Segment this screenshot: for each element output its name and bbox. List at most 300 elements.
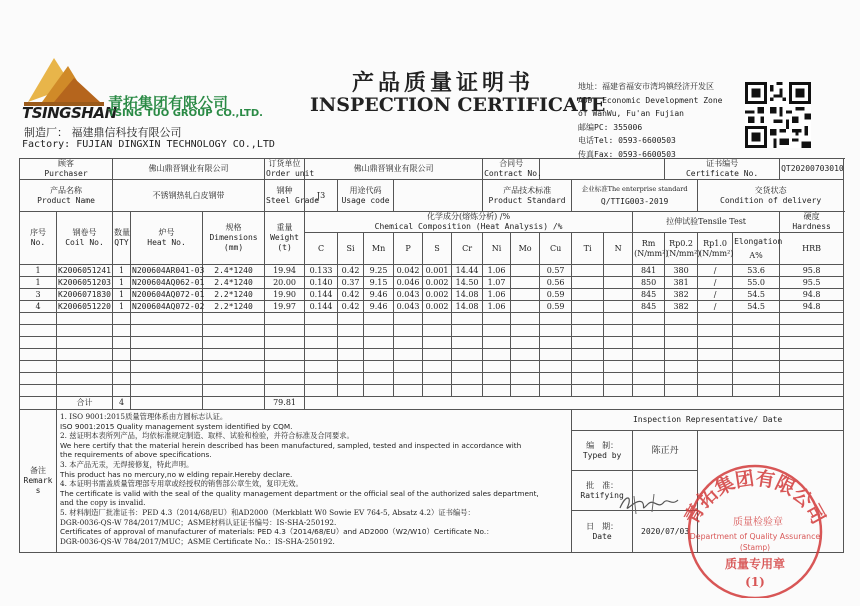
col-dimensions bbox=[203, 212, 265, 265]
cell-s bbox=[423, 361, 452, 373]
typed-by-label-en: Typed by bbox=[582, 450, 622, 460]
cell-cu bbox=[540, 361, 572, 373]
certificate-label bbox=[665, 159, 780, 180]
cell-ni: 1.06 bbox=[483, 301, 511, 313]
col-heat-cn: 炉号 bbox=[158, 228, 175, 237]
stamp-line3: (Stamp) bbox=[739, 543, 771, 552]
product-standard-value-1: 企业标准The enterprise standard bbox=[581, 185, 688, 193]
contract-value bbox=[540, 159, 665, 180]
cell-mn bbox=[364, 385, 394, 397]
cell-rm bbox=[633, 313, 665, 325]
cell-rm bbox=[633, 361, 665, 373]
cell-coil bbox=[57, 361, 113, 373]
remarks-label-en: Remark s bbox=[23, 476, 53, 495]
cell-n bbox=[604, 301, 633, 313]
cell-coil bbox=[57, 373, 113, 385]
remark-line: 4. 本证明书需盖质量管理部专用章或经授权的销售部公章生效，复印无效。 bbox=[60, 479, 303, 489]
col-coil-cn: 钢卷号 bbox=[72, 228, 97, 237]
cell-n bbox=[604, 373, 633, 385]
cell-coil bbox=[57, 325, 113, 337]
cell-qty bbox=[113, 349, 131, 361]
cell-hrb bbox=[780, 361, 844, 373]
cell-cr: 14.44 bbox=[452, 265, 483, 277]
cell-rp02: 382 bbox=[665, 289, 698, 301]
cell-rm bbox=[633, 373, 665, 385]
col-rm-label: Rm bbox=[641, 238, 656, 248]
cell-cu bbox=[540, 373, 572, 385]
cell-c: 0.144 bbox=[305, 289, 338, 301]
stamp-num: (1) bbox=[745, 575, 765, 589]
cell-s: 0.002 bbox=[423, 301, 452, 313]
cell-mo bbox=[511, 373, 540, 385]
steel-grade-label bbox=[265, 180, 320, 212]
cell-mn bbox=[364, 361, 394, 373]
empty-row bbox=[20, 373, 844, 385]
cell-rp02 bbox=[665, 313, 698, 325]
cell-qty bbox=[113, 385, 131, 397]
cell-hrb: 94.8 bbox=[780, 301, 844, 313]
stamp-area bbox=[698, 431, 844, 553]
purchaser-value: 佛山鼎晋钢业有限公司 bbox=[113, 159, 265, 180]
empty-row bbox=[20, 313, 844, 325]
cell-s: 0.002 bbox=[423, 277, 452, 289]
header-row-product bbox=[20, 180, 844, 212]
cell-weight bbox=[265, 337, 305, 349]
cell-qty: 1 bbox=[113, 277, 131, 289]
cell-c bbox=[305, 349, 338, 361]
col-coil bbox=[57, 212, 113, 265]
order-unit-value: 佛山鼎晋钢业有限公司 bbox=[305, 159, 483, 180]
col-no-en: No. bbox=[30, 238, 46, 247]
cell-mo bbox=[511, 385, 540, 397]
cell-rp10 bbox=[698, 373, 733, 385]
cell-ti bbox=[572, 277, 604, 289]
cell-cr bbox=[452, 313, 483, 325]
certificate-label-cn: 证书编号 bbox=[706, 159, 739, 168]
cell-si: 0.42 bbox=[338, 289, 364, 301]
col-dimensions-en: Dimensions bbox=[209, 233, 258, 242]
remark-line: This product has no mercury,no w elding repair.Hereby declare. bbox=[60, 469, 293, 479]
cell-ti bbox=[572, 385, 604, 397]
cell-p bbox=[394, 325, 423, 337]
purchaser-label bbox=[20, 159, 113, 180]
col-weight bbox=[265, 212, 305, 265]
cell-coil bbox=[57, 349, 113, 361]
cell-qty bbox=[113, 373, 131, 385]
brand-name-cn: 青拓集团有限公司 bbox=[108, 94, 229, 112]
cell-rp10 bbox=[698, 349, 733, 361]
total-row-rest bbox=[305, 397, 844, 410]
cell-elong bbox=[733, 385, 780, 397]
cell-no: 3 bbox=[20, 289, 57, 301]
cell-mn: 9.46 bbox=[364, 301, 394, 313]
address-block bbox=[578, 80, 723, 161]
cell-cu: 0.57 bbox=[540, 265, 572, 277]
cell-p: 0.046 bbox=[394, 277, 423, 289]
cell-heat bbox=[131, 361, 203, 373]
cell-dim bbox=[203, 337, 265, 349]
cell-n bbox=[604, 361, 633, 373]
certificate-value: QT20200703010 bbox=[780, 159, 844, 180]
total-heat-blank bbox=[131, 397, 203, 410]
cell-mo bbox=[511, 265, 540, 277]
address-postcode: 邮编PC: 355006 bbox=[578, 122, 643, 132]
product-standard-label-en: Product Standard bbox=[488, 195, 566, 205]
cell-heat: N200604AQ062-01 bbox=[132, 277, 205, 287]
inspection-rep-label: Inspection Representative/ Date bbox=[572, 410, 844, 431]
total-dim-blank bbox=[203, 397, 265, 410]
cell-hrb: 95.8 bbox=[780, 265, 844, 277]
cell-ni: 1.07 bbox=[483, 277, 511, 289]
col-hardness-en: Hardness bbox=[792, 222, 831, 231]
cell-elong: 54.5 bbox=[733, 289, 780, 301]
certificate-label-en: Certificate No. bbox=[685, 169, 759, 178]
cell-mn bbox=[364, 325, 394, 337]
cell-weight bbox=[265, 373, 305, 385]
col-cu: Cu bbox=[540, 233, 572, 265]
table-row bbox=[20, 277, 844, 289]
cell-n bbox=[604, 349, 633, 361]
cell-ni bbox=[483, 385, 511, 397]
cell-rm bbox=[633, 349, 665, 361]
cell-ni: 1.06 bbox=[483, 265, 511, 277]
cell-s bbox=[423, 385, 452, 397]
steel-grade-label-cn: 钢种 bbox=[276, 185, 293, 195]
cell-cr bbox=[452, 361, 483, 373]
col-mn: Mn bbox=[364, 233, 394, 265]
table-row bbox=[20, 265, 844, 277]
cell-heat bbox=[131, 325, 203, 337]
product-standard-label-cn: 产品技术标准 bbox=[503, 185, 552, 195]
empty-row bbox=[20, 361, 844, 373]
cell-si bbox=[338, 385, 364, 397]
col-weight-unit: (t) bbox=[277, 243, 292, 252]
cell-c bbox=[305, 373, 338, 385]
cell-no bbox=[20, 361, 57, 373]
cell-hrb bbox=[780, 337, 844, 349]
cell-no bbox=[20, 385, 57, 397]
cell-dim: 2.4*1240 bbox=[203, 277, 265, 289]
total-label: 合计 bbox=[57, 397, 113, 410]
cell-elong bbox=[733, 361, 780, 373]
col-rp02-label: Rp0.2 bbox=[669, 238, 694, 248]
cell-coil: K2006051220 bbox=[58, 301, 111, 311]
signature-icon bbox=[614, 488, 684, 520]
cell-coil: K2006051203 bbox=[58, 277, 111, 287]
cell-elong bbox=[733, 313, 780, 325]
cell-ti bbox=[572, 349, 604, 361]
contract-label-cn: 合同号 bbox=[499, 159, 524, 168]
cell-cu bbox=[540, 313, 572, 325]
cell-mo bbox=[511, 337, 540, 349]
cell-hrb bbox=[780, 313, 844, 325]
cell-s: 0.001 bbox=[423, 265, 452, 277]
empty-row bbox=[20, 325, 844, 337]
cell-qty bbox=[113, 325, 131, 337]
cell-ni bbox=[483, 337, 511, 349]
remark-line: DGR-0036-QS-W 784/2017/MUC；ASME Certificate No.：IS-SHA-250192. bbox=[60, 536, 335, 546]
title-en: INSPECTION CERTIFICATE bbox=[310, 94, 606, 116]
cell-cr: 14.08 bbox=[452, 301, 483, 313]
manufacturer-label-cn: 制造厂： bbox=[24, 126, 68, 139]
ratify-label-en: Ratifying bbox=[580, 490, 624, 500]
cell-mo bbox=[511, 277, 540, 289]
typed-by-value: 陈正丹 bbox=[633, 431, 698, 471]
cell-heat bbox=[131, 385, 203, 397]
cell-weight bbox=[265, 313, 305, 325]
cell-ni bbox=[483, 349, 511, 361]
cell-qty: 1 bbox=[113, 289, 131, 301]
cell-rp02: 382 bbox=[665, 301, 698, 313]
cell-cu bbox=[540, 385, 572, 397]
cell-dim bbox=[203, 373, 265, 385]
cell-rp02 bbox=[665, 325, 698, 337]
certificate-table bbox=[19, 158, 844, 553]
remark-line: the requirements of above specifications. bbox=[60, 450, 212, 460]
cell-no bbox=[20, 313, 57, 325]
product-name-label-en: Product Name bbox=[37, 195, 95, 205]
col-ni: Ni bbox=[483, 233, 511, 265]
cell-p bbox=[394, 373, 423, 385]
cell-rp10 bbox=[698, 385, 733, 397]
header-row-purchaser bbox=[20, 159, 844, 180]
cell-no bbox=[20, 325, 57, 337]
cell-cu: 0.56 bbox=[540, 277, 572, 289]
cell-qty: 1 bbox=[113, 265, 131, 277]
ratify-label-cn: 批 准： bbox=[586, 480, 619, 490]
cell-rp10 bbox=[698, 313, 733, 325]
cell-elong bbox=[733, 325, 780, 337]
stamp-line2: Department of Quality Assurance bbox=[689, 532, 821, 541]
stamp-line4: 质量专用章 bbox=[724, 557, 786, 571]
cell-si bbox=[338, 349, 364, 361]
cell-mo bbox=[511, 361, 540, 373]
col-coil-en: Coil No. bbox=[65, 238, 104, 247]
cell-rp10: / bbox=[698, 277, 733, 289]
cell-p bbox=[394, 313, 423, 325]
cell-n bbox=[604, 337, 633, 349]
cell-p: 0.043 bbox=[394, 289, 423, 301]
cell-heat bbox=[131, 337, 203, 349]
cell-coil bbox=[57, 385, 113, 397]
col-heat-en: Heat No. bbox=[147, 238, 186, 247]
col-rm bbox=[633, 233, 669, 265]
cell-hrb bbox=[780, 373, 844, 385]
cell-heat bbox=[131, 313, 203, 325]
cell-si bbox=[338, 361, 364, 373]
col-qty bbox=[113, 212, 131, 265]
col-weight-en: Weight bbox=[270, 233, 299, 242]
typed-by-label bbox=[572, 431, 633, 471]
cell-elong: 55.0 bbox=[733, 277, 780, 289]
col-si: Si bbox=[338, 233, 364, 265]
purchaser-label-en: Purchaser bbox=[44, 169, 88, 178]
cell-rm bbox=[633, 337, 665, 349]
col-chemical-cn: 化学成分(熔炼分析) /% bbox=[427, 212, 511, 221]
remark-line: and the copy is invalid. bbox=[60, 498, 146, 508]
cell-weight: 19.94 bbox=[265, 265, 305, 277]
cell-rm: 845 bbox=[633, 289, 665, 301]
cell-rm: 845 bbox=[633, 301, 665, 313]
remark-line: 1. ISO 9001:2015质量管理体系由方圆标志认证。 bbox=[60, 412, 228, 421]
cell-heat bbox=[131, 349, 203, 361]
cell-heat: N200604AQ072-01 bbox=[132, 289, 205, 299]
cell-weight bbox=[265, 325, 305, 337]
cell-s bbox=[423, 349, 452, 361]
cell-coil: K2006071830 bbox=[58, 289, 111, 299]
address-line3: of WanWu, Fu'an Fujian bbox=[578, 109, 684, 118]
total-row-blank bbox=[20, 397, 57, 410]
cell-n bbox=[604, 265, 633, 277]
cell-hrb bbox=[780, 385, 844, 397]
cell-dim bbox=[203, 349, 265, 361]
contract-label bbox=[483, 159, 540, 180]
cell-mn bbox=[364, 373, 394, 385]
col-chemical-en: Chemical Composition (Heat Analysis) /% bbox=[374, 222, 563, 231]
col-rp02-unit: (N/mm²) bbox=[666, 248, 701, 258]
cell-rp10: / bbox=[698, 265, 733, 277]
remarks-label-cn: 备注 bbox=[30, 466, 46, 475]
remark-line: The certificate is valid with the seal of the quality management department or the official seal of the authorized sales department, bbox=[60, 488, 539, 498]
cell-no: 4 bbox=[20, 301, 57, 313]
cell-rm bbox=[633, 325, 665, 337]
cell-weight: 19.90 bbox=[265, 289, 305, 301]
steel-grade-value: J3 bbox=[305, 180, 338, 212]
cell-ti bbox=[572, 265, 604, 277]
factory-label-en: Factory: bbox=[22, 139, 71, 150]
cell-rp10: / bbox=[698, 289, 733, 301]
cell-ti bbox=[572, 313, 604, 325]
cell-heat bbox=[131, 373, 203, 385]
cell-elong bbox=[733, 337, 780, 349]
cell-cr: 14.50 bbox=[452, 277, 483, 289]
address-fax: 传真Fax: 0593-6600503 bbox=[578, 149, 676, 159]
cell-ti bbox=[572, 289, 604, 301]
col-n: N bbox=[604, 233, 633, 265]
cell-qty: 1 bbox=[113, 301, 131, 313]
usage-code-label-en: Usage code bbox=[341, 195, 390, 205]
cell-c bbox=[305, 385, 338, 397]
manufacturer-cn bbox=[24, 124, 182, 140]
cell-c bbox=[305, 313, 338, 325]
cell-rm bbox=[633, 385, 665, 397]
col-cr: Cr bbox=[452, 233, 483, 265]
product-name-value: 不锈钢热轧白皮钢带 bbox=[113, 180, 265, 212]
col-rm-unit: (N/mm²) bbox=[634, 248, 669, 258]
cell-qty bbox=[113, 361, 131, 373]
col-dimensions-cn: 规格 bbox=[225, 223, 242, 232]
cell-cr bbox=[452, 337, 483, 349]
cell-si: 0.42 bbox=[338, 301, 364, 313]
cell-cr: 14.08 bbox=[452, 289, 483, 301]
cell-heat: N200604AR041-03 bbox=[132, 265, 205, 275]
cell-n bbox=[604, 385, 633, 397]
cell-ti bbox=[572, 373, 604, 385]
remark-line: 2. 兹证明本表所列产品，均依标准规定制造、取样、试验和检验，并符合标准及合同要求。 bbox=[60, 431, 354, 441]
usage-code-label-cn: 用途代码 bbox=[349, 185, 382, 195]
col-no bbox=[20, 212, 57, 265]
cell-weight: 19.97 bbox=[265, 301, 305, 313]
brand-wordmark: TSINGSHAN bbox=[22, 104, 117, 122]
cell-ti bbox=[572, 361, 604, 373]
cell-si bbox=[338, 337, 364, 349]
cell-cr bbox=[452, 385, 483, 397]
cell-n bbox=[604, 325, 633, 337]
cell-mn bbox=[364, 337, 394, 349]
col-elongation-unit: A% bbox=[749, 250, 763, 260]
remark-line: DGR-0036-QS-W 784/2017/MUC；ASME材料认证证书编号：IS-SHA-250192. bbox=[60, 517, 337, 527]
empty-row bbox=[20, 349, 844, 361]
stamp-line1: 质量检验章 bbox=[733, 517, 783, 528]
cell-ti bbox=[572, 337, 604, 349]
total-weight: 79.81 bbox=[265, 397, 305, 410]
cell-no bbox=[20, 373, 57, 385]
empty-row bbox=[20, 385, 844, 397]
cell-mn bbox=[364, 349, 394, 361]
cell-si bbox=[338, 373, 364, 385]
cell-cu: 0.59 bbox=[540, 301, 572, 313]
cell-qty bbox=[113, 337, 131, 349]
col-tensile: 拉伸试验Tensile Test bbox=[633, 212, 780, 233]
address-line2: ADD: Economic Development Zone bbox=[578, 95, 723, 105]
date-label-en: Date bbox=[592, 531, 612, 541]
cell-c bbox=[305, 325, 338, 337]
stamp-ring-text: 青拓集团有限公司 bbox=[680, 467, 830, 528]
cell-c bbox=[305, 361, 338, 373]
cell-hrb: 94.8 bbox=[780, 289, 844, 301]
product-name-label bbox=[20, 180, 113, 212]
cell-no: 1 bbox=[20, 265, 57, 277]
cell-mn bbox=[364, 313, 394, 325]
cell-mo bbox=[511, 325, 540, 337]
cell-p bbox=[394, 361, 423, 373]
col-c: C bbox=[305, 233, 338, 265]
remark-line: 5. 材料制造厂批准证书：PED 4.3（2014/68/EU）和AD2000（Merkblatt W0 Sowie EV 764-5, Absatz 4.2）证书编号： bbox=[60, 507, 475, 517]
cell-s bbox=[423, 313, 452, 325]
cell-rp02: 381 bbox=[665, 277, 698, 289]
manufacturer-en bbox=[22, 139, 275, 150]
cell-dim bbox=[203, 313, 265, 325]
cell-mn: 9.46 bbox=[364, 289, 394, 301]
cell-ni bbox=[483, 313, 511, 325]
table-row bbox=[20, 301, 844, 313]
cell-c: 0.144 bbox=[305, 301, 338, 313]
remarks-text bbox=[57, 410, 572, 553]
cell-cr bbox=[452, 373, 483, 385]
col-qty-en: QTY bbox=[114, 238, 129, 247]
date-value: 2020/07/03 bbox=[633, 511, 698, 553]
cell-p bbox=[394, 385, 423, 397]
cell-elong bbox=[733, 373, 780, 385]
cell-dim bbox=[203, 325, 265, 337]
total-qty: 4 bbox=[113, 397, 131, 410]
col-rp10-unit: (N/mm²) bbox=[699, 248, 734, 258]
order-unit-label-en: Order unit bbox=[266, 169, 315, 178]
cell-ni: 1.06 bbox=[483, 289, 511, 301]
cell-rp02 bbox=[665, 373, 698, 385]
purchaser-label-cn: 顾客 bbox=[58, 159, 74, 168]
product-standard-value-2: Q/TTIG003-2019 bbox=[600, 197, 669, 206]
cell-p bbox=[394, 337, 423, 349]
cell-rp02 bbox=[665, 361, 698, 373]
cell-weight bbox=[265, 349, 305, 361]
data-rows bbox=[20, 265, 844, 397]
cell-rp10 bbox=[698, 361, 733, 373]
cell-hrb bbox=[780, 325, 844, 337]
cell-rp02 bbox=[665, 337, 698, 349]
cell-elong: 54.5 bbox=[733, 301, 780, 313]
col-ti: Ti bbox=[572, 233, 604, 265]
